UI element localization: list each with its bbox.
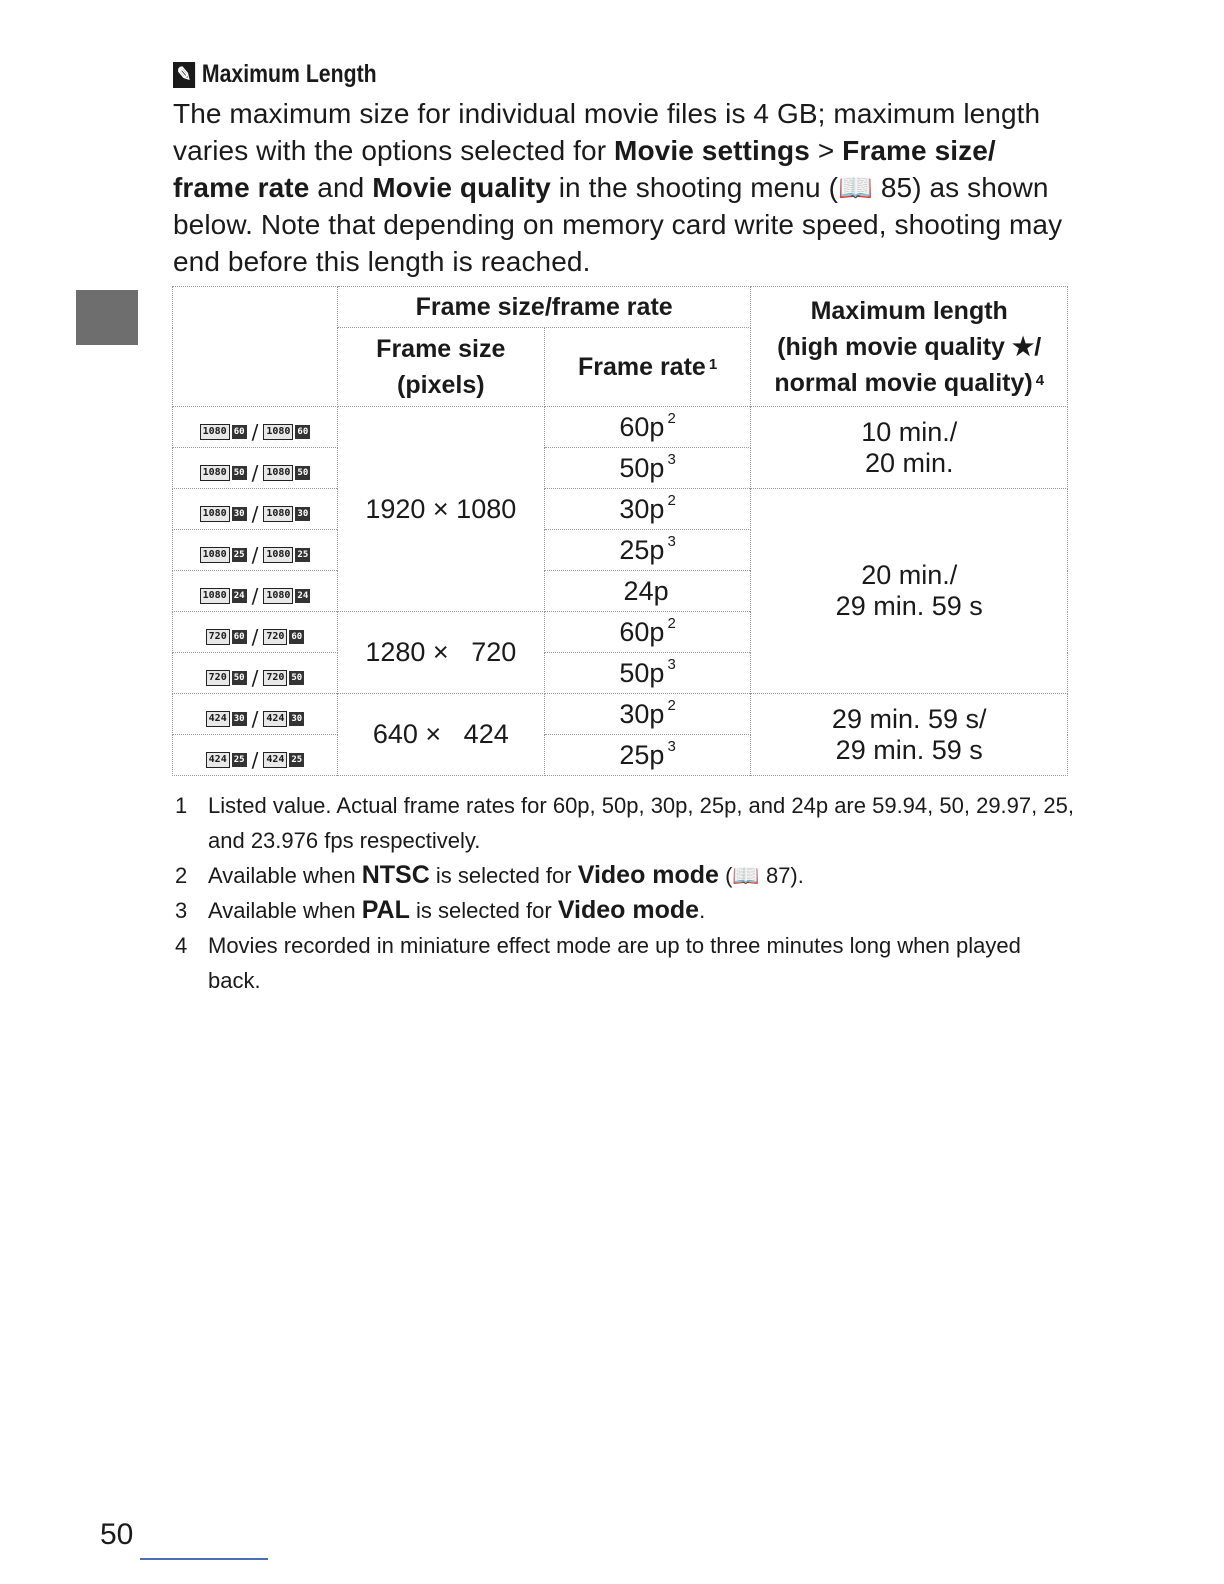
mode-icon-pair: 1080 24 / 1080 24 bbox=[173, 571, 338, 612]
intro-text: and bbox=[309, 172, 373, 203]
max-length-cell: 10 min./ 20 min. bbox=[751, 407, 1068, 489]
frame-rate-header: Frame rate $^1$ bbox=[544, 328, 751, 407]
frame-size-rate-label: Frame size/ frame rate bbox=[173, 135, 996, 203]
max-length-cell: 29 min. 59 s/ 29 min. 59 s bbox=[751, 694, 1068, 776]
mode-icon-pair: 720 50 / 720 50 bbox=[173, 653, 338, 694]
book-icon: 📖 bbox=[838, 172, 873, 203]
group-header: Frame size/frame rate bbox=[337, 287, 751, 328]
frame-rate-cell: 25p $^3$ bbox=[544, 530, 751, 571]
movie-quality-label: Movie quality bbox=[372, 172, 551, 203]
mode-icon-pair: 424 25 / 424 25 bbox=[173, 735, 338, 776]
table-row bbox=[173, 694, 1068, 735]
mode-icon-pair: 1080 25 / 1080 25 bbox=[173, 530, 338, 571]
frame-size-720: 1280 × 720 bbox=[337, 612, 544, 694]
frame-size-424: 640 × 424 bbox=[337, 694, 544, 776]
mode-icon-pair: 1080 50 / 1080 50 bbox=[173, 448, 338, 489]
footnote: 4 Movies recorded in miniature effect mode are up to three minutes long when played back. bbox=[175, 933, 1021, 993]
frame-rate-cell: 24p bbox=[544, 571, 751, 612]
footnote: 2 Available when NTSC is selected for Video mode (📖 87). bbox=[175, 861, 804, 889]
frame-rate-cell: 60p $^2$ bbox=[544, 407, 751, 448]
footnote: 1 Listed value. Actual frame rates for 60p, 50p, 30p, 25p, and 24p are 59.94, 50, 29.97, 25, and 23.976 fps respectively. bbox=[175, 793, 1074, 853]
frame-size-header: Frame size (pixels) bbox=[337, 328, 544, 407]
frame-rate-cell: 30p $^2$ bbox=[544, 694, 751, 735]
max-length-table bbox=[172, 286, 1068, 776]
frame-rate-cell: 50p $^3$ bbox=[544, 448, 751, 489]
page-number: 50 bbox=[100, 1518, 134, 1551]
table-row bbox=[173, 407, 1068, 448]
footnotes bbox=[175, 788, 1075, 998]
mode-icon-pair: 424 30 / 424 30 bbox=[173, 694, 338, 735]
mode-icon-pair: 720 60 / 720 60 bbox=[173, 612, 338, 653]
book-icon: 📖 bbox=[732, 863, 760, 888]
frame-size-1080: 1920 × 1080 bbox=[337, 407, 544, 612]
frame-rate-cell: 60p $^2$ bbox=[544, 612, 751, 653]
intro-text: in the shooting menu ( bbox=[550, 172, 838, 203]
intro-text: The maximum size for individual movie files is 4 GB; maximum length varies with the options selected for bbox=[173, 98, 1041, 166]
pencil-note-icon: ✎ bbox=[173, 62, 195, 88]
note-title: Maximum Length bbox=[201, 60, 377, 88]
mode-icon-pair: 1080 30 / 1080 30 bbox=[173, 489, 338, 530]
max-length-cell: 20 min./ 29 min. 59 s bbox=[751, 489, 1068, 694]
frame-rate-cell: 50p $^3$ bbox=[544, 653, 751, 694]
footnote: 3 Available when PAL is selected for Video mode. bbox=[175, 896, 706, 924]
frame-rate-cell: 25p $^3$ bbox=[544, 735, 751, 776]
intro-text: 85) as shown below. Note that depending on memory card write speed, shooting may end before this length is reached. bbox=[173, 172, 1063, 277]
page-number-rule bbox=[140, 1558, 268, 1560]
frame-rate-cell: 30p $^2$ bbox=[544, 489, 751, 530]
section-tab bbox=[76, 290, 138, 345]
note-heading bbox=[173, 60, 377, 89]
intro-text: > bbox=[809, 135, 843, 166]
movie-settings-label: Movie settings bbox=[614, 135, 810, 166]
max-length-header: Maximum length (high movie quality ★/ normal movie quality) $^4$ bbox=[751, 287, 1068, 407]
table-row bbox=[173, 489, 1068, 530]
mode-icon-pair: 1080 60 / 1080 60 bbox=[173, 407, 338, 448]
intro-paragraph bbox=[173, 95, 1073, 280]
